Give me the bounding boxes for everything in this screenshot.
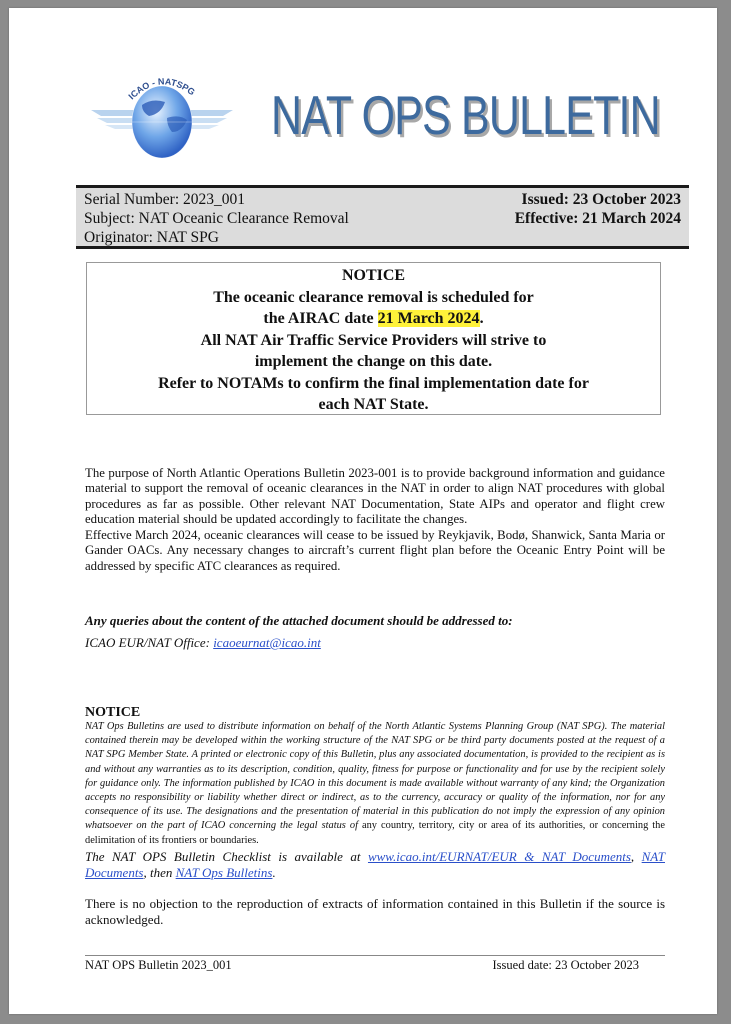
notice-box [86,262,661,415]
document-page [9,8,717,1014]
notice-heading: NOTICE [341,267,406,284]
subject: Subject: NAT Oceanic Clearance Removal [84,210,349,227]
bulletin-title: NAT OPS BULLETIN [271,84,660,146]
footer-divider [85,955,665,956]
nat-documents-link[interactable]: NAT Documents [85,849,665,880]
originator: Originator: NAT SPG [84,229,219,246]
purpose-paragraph: The purpose of North Atlantic Operations Bulletin 2023-001 is to provide background information and guidance material to support the removal of oceanic clearances in the NAT in order to align NAT procedures with global procedures as far as possible. Other relevant NAT Documentation, State AIPs and operator and flight crew education material should be updated accordingly to facilitate the changes. [85,466,665,527]
notice-line-2 [87,308,660,330]
serial-number: Serial Number: 2023_001 [84,191,246,208]
office-email-link[interactable]: icaoeurnat@icao.int [213,635,321,650]
checklist-prefix: The NAT OPS Bulletin Checklist is available at [85,849,368,864]
legal-notice-text [85,720,665,848]
legal-notice-heading: NOTICE [85,705,141,720]
info-left [84,190,349,247]
reproduction-paragraph: There is no objection to the reproduction of extracts of information contained in this Bulletin if the source is acknowledged. [85,896,665,927]
notice-line-4: implement the change on this date. [254,353,493,370]
notice-line-2-suffix: . [479,310,484,327]
footer-bulletin-id: NAT OPS Bulletin 2023_001 [85,958,232,972]
info-right [515,190,681,228]
office-label: ICAO EUR/NAT Office: [85,635,214,650]
issued-date: Issued: 23 October 2023 [521,191,681,208]
queries-heading: Any queries about the content of the attached document should be addressed to: [85,613,513,628]
highlighted-date: 21 March 2024 [377,310,480,327]
legal-notice-upright: any country, territory, city or area of its authorities, or concerning the delimitation of its frontiers or boundaries. [85,820,665,846]
globe-wings-icon [87,70,237,170]
notice-line-3: All NAT Air Traffic Service Providers will strive to [200,331,547,349]
effective-date: Effective: 21 March 2024 [514,210,681,227]
office-contact [85,635,321,651]
footer-issued-date: Issued date: 23 October 2023 [492,958,639,972]
effective-paragraph: Effective March 2024, oceanic clearances will cease to be issued by Reykjavik, Bodø, Shanwick, Santa Maria or Gander OACs. Any necessary changes to aircraft’s current flight plan before the Oceanic Entry Point will be addressed by specific ATC clearances as required. [85,528,665,573]
nat-ops-bulletins-link[interactable]: NAT Ops Bulletins [175,864,273,880]
checklist-paragraph [85,849,665,881]
checklist-suffix: . [272,864,276,880]
legal-notice-italic: NAT Ops Bulletins are used to distribute information on behalf of the North Atlantic Systems Planning Group (NAT SPG). The material contained therein may be developed within the working structure of the NAT SPG or be third party documents posted at the request of a NAT SPG Member State. A printed or electronic copy of this Bulletin, plus any associated documentation, is provided to the recipient as is and without any warranties as to its description, condition, quality, fitness for purpose or functionality and for use by the recipient solely for guidance only. The information published by ICAO in this document is made available without warranty of any kind; the Organization accepts no responsibility or liability whether direct or indirect, as to the currency, accuracy or quality of the information, nor for any consequence of its use. The designations and the presentation of material in this publication do not imply the expression of any opinion whatsoever on the part of ICAO concerning the legal status of [85,721,665,832]
checklist-sep-1: , [630,849,642,864]
svg-text:ICAO - NATSPG: ICAO - NATSPG [126,76,197,102]
eurnat-documents-link[interactable]: www.icao.int/EURNAT/EUR & NAT Documents [367,849,631,864]
notice-line-6: each NAT State. [318,396,429,413]
notice-line-2-prefix: the AIRAC date [263,310,378,327]
notice-line-5: Refer to NOTAMs to confirm the final implementation date for [158,374,589,392]
icao-natspg-logo [87,70,237,170]
bulletin-info-bar [76,185,689,249]
checklist-sep-2: , then [143,864,176,880]
notice-line-1: The oceanic clearance removal is scheduled for [213,288,534,306]
